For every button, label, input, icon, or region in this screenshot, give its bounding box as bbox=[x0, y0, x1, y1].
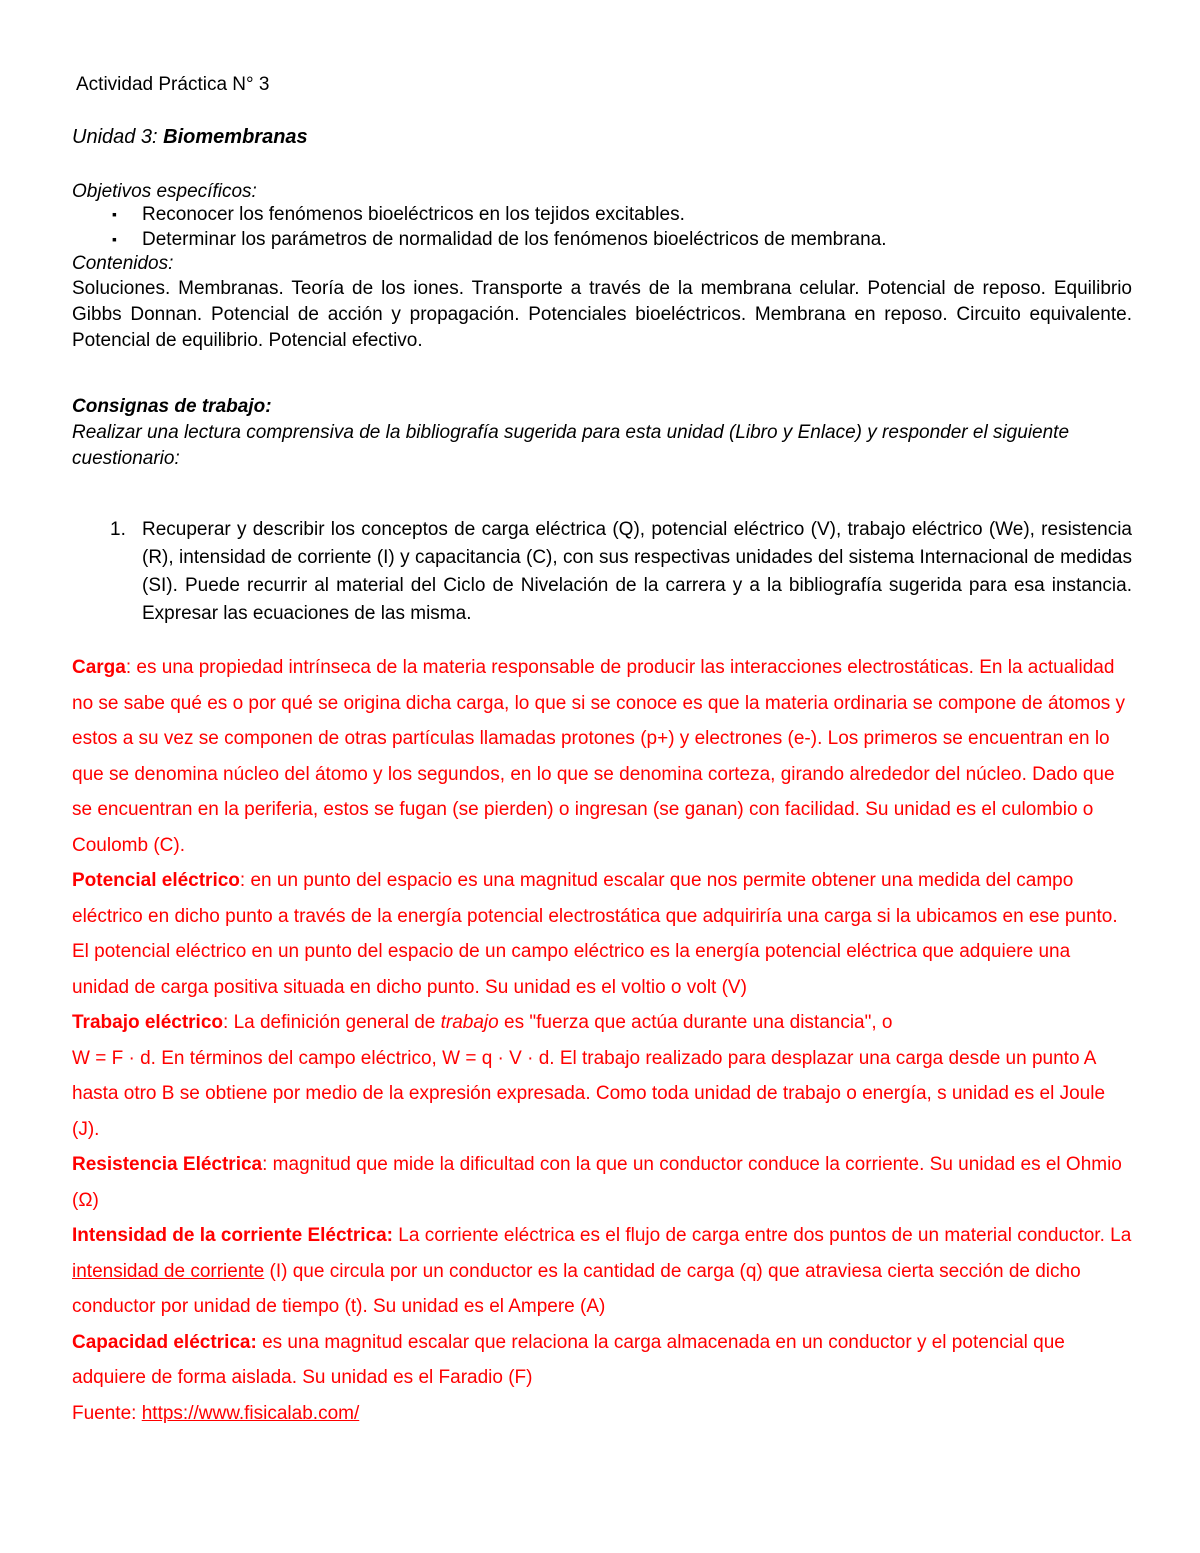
answer-resistencia-text: : magnitud que mide la dificultad con la que un conductor conduce la corriente. Su unidad es el Ohmio (Ω) bbox=[72, 1154, 1122, 1211]
answer-carga-text: : es una propiedad intrínseca de la materia responsable de producir las interacciones electrostáticas. En la actualidad no se sabe qué es o por qué se origina dicha carga, lo que si se conoce es que la materia ordinaria se compone de átomos y estos a su vez se componen de otras partículas llamadas protones (p+) y electrones (e-). Los primeros se encuentran en lo que se denomina núcleo del átomo y los segundos, en lo que se denomina corteza, girando alrededor del núcleo. Dado que se encuentran en la periferia, estos se fugan (se pierden) o ingresan (se ganan) con facilidad. Su unidad es el culombio o Coulomb (C). bbox=[72, 657, 1126, 856]
contents-heading: Contenidos: bbox=[72, 253, 174, 274]
answer-capacidad bbox=[72, 1325, 1132, 1396]
bullet-icon: ▪ bbox=[112, 206, 117, 222]
unit-prefix: Unidad 3: bbox=[72, 126, 164, 148]
unit-name: Biomembranas bbox=[163, 126, 308, 148]
term-capacidad: Capacidad eléctrica: bbox=[72, 1331, 257, 1353]
question-number: 1. bbox=[110, 519, 126, 540]
intensidad-link[interactable]: intensidad de corriente bbox=[72, 1260, 265, 1282]
objectives-heading: Objetivos específicos: bbox=[72, 181, 257, 202]
assignment-text: Realizar una lectura comprensiva de la bibliografía sugerida para esta unidad (Libro y Enlace) y responder el siguiente cuestionario: bbox=[72, 422, 1070, 469]
source-link[interactable]: https://www.fisicalab.com/ bbox=[141, 1402, 360, 1424]
unit-heading bbox=[72, 124, 1132, 150]
question-text: Recuperar y describir los conceptos de carga eléctrica (Q), potencial eléctrico (V), trabajo eléctrico (We), resistencia (R), intensidad de corriente (I) y capacitancia (C), con sus respectivas unidades del sistema Internacional de medidas (SI). Puede recurrir al material del Ciclo de Nivelación de la carrera y a la bibliografía sugerida para esa instancia. Expresar las ecuaciones de las misma. bbox=[142, 519, 1132, 624]
objective-text: Reconocer los fenómenos bioeléctricos en los tejidos excitables. bbox=[142, 204, 685, 225]
answer-trabajo-text: : La definición general de bbox=[223, 1012, 441, 1033]
term-resistencia: Resistencia Eléctrica bbox=[72, 1154, 263, 1175]
assignment-heading: Consignas de trabajo: bbox=[72, 396, 272, 417]
source-label: Fuente: bbox=[72, 1402, 142, 1424]
term-trabajo: Trabajo eléctrico bbox=[72, 1012, 224, 1033]
answer-trabajo-formula: W = F · d. En términos del campo eléctrico, W = q · V · d. El trabajo realizado para desplazar una carga desde un punto A hasta otro B se obtiene por medio de la expresión expresada. Como toda unidad de trabajo o energía, s unidad es el Joule (J). bbox=[72, 1047, 1106, 1140]
objective-text: Determinar los parámetros de normalidad de los fenómenos bioeléctricos de membrana. bbox=[142, 229, 887, 250]
bullet-icon: ▪ bbox=[112, 231, 117, 247]
source-line bbox=[72, 1396, 1132, 1432]
answer-trabajo bbox=[72, 1005, 1132, 1147]
answer-capacidad-text: es una magnitud escalar que relaciona la carga almacenada en un conductor y el potencial que adquiere de forma aislada. Su unidad es el Faradio (F) bbox=[72, 1331, 1065, 1388]
term-potencial: Potencial eléctrico bbox=[72, 870, 240, 891]
activity-title: Actividad Práctica N° 3 bbox=[76, 74, 270, 95]
term-intensidad: Intensidad de la corriente Eléctrica: bbox=[72, 1225, 393, 1246]
answer-potencial bbox=[72, 863, 1132, 1005]
answer-intensidad-text: (I) que circula por un conductor es la cantidad de carga (q) que atraviesa cierta sección de dicho conductor por unidad de tiempo (t). Su unidad es el Ampere (A) bbox=[72, 1260, 1081, 1317]
answer-potencial-text: : en un punto del espacio es una magnitud escalar que nos permite obtener una medida del campo eléctrico en dicho punto a través de la energía potencial electrostática que adquiriría una carga si la ubicamos en ese punto. El potencial eléctrico en un punto del espacio de un campo eléctrico es la energía potencial eléctrica que adquiere una unidad de carga positiva situada en dicho punto. Su unidad es el voltio o volt (V) bbox=[72, 870, 1118, 998]
answer-resistencia bbox=[72, 1147, 1132, 1218]
answer-intensidad bbox=[72, 1218, 1132, 1325]
answer-trabajo-text: es "fuerza que actúa durante una distancia", o bbox=[498, 1012, 893, 1033]
answers-section bbox=[72, 650, 1132, 1431]
term-carga: Carga bbox=[72, 657, 126, 678]
contents-text: Soluciones. Membranas. Teoría de los iones. Transporte a través de la membrana celular. Potencial de reposo. Equilibrio Gibbs Donnan. Potencial de acción y propagación. Potenciales bioeléctricos. Membrana en reposo. Circuito equivalente. Potencial de equilibrio. Potencial efectivo. bbox=[72, 278, 1132, 351]
trabajo-italic: trabajo bbox=[440, 1012, 499, 1033]
answer-carga bbox=[72, 650, 1132, 863]
answer-intensidad-text: La corriente eléctrica es el flujo de carga entre dos puntos de un material conductor. La bbox=[393, 1225, 1132, 1246]
